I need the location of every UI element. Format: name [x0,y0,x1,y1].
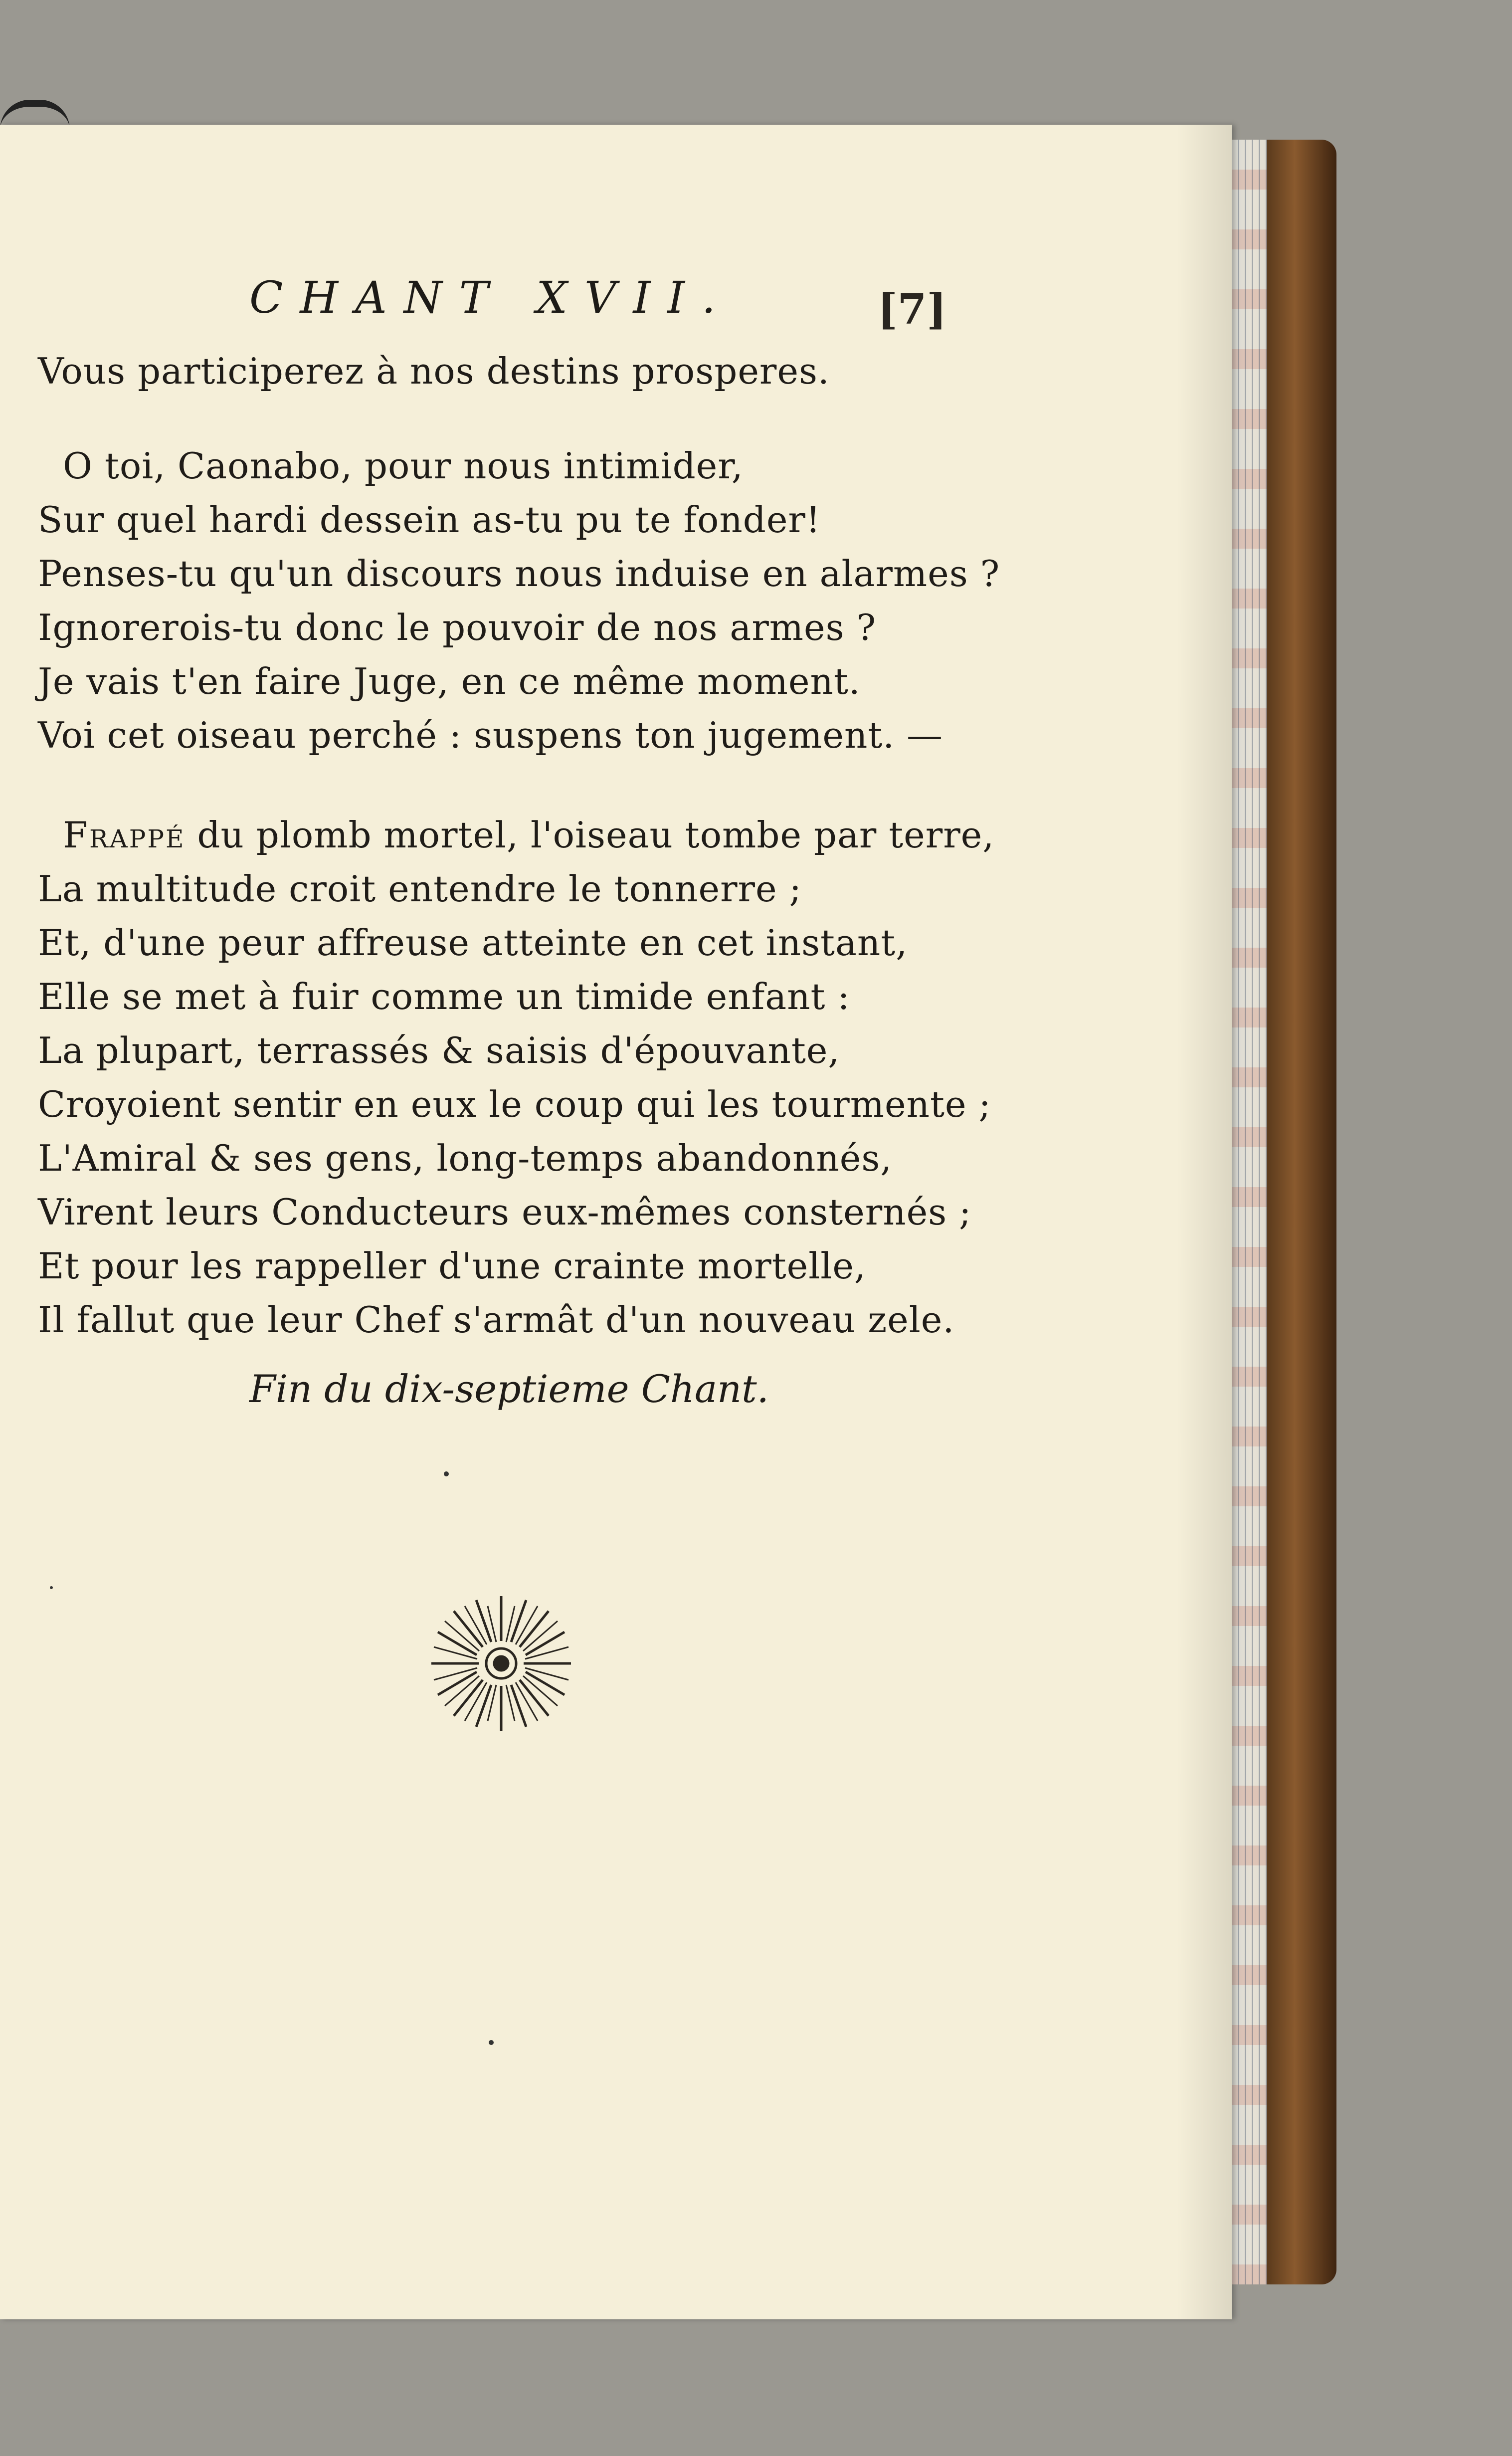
ink-speck [444,1471,449,1476]
verse-line: L'Amiral & ses gens, long-temps abandonnés, [38,1137,893,1179]
stanza-3 [38,808,995,1347]
fleuron-icon [424,1586,578,1741]
verse-line-first [38,808,995,862]
verse-line: Et pour les rappeller d'une crainte mortelle, [38,1245,866,1287]
gutter-shadow [1177,125,1232,2319]
page-number: [7] [878,284,946,334]
verse-line: Sur quel hardi dessein as-tu pu te fonder! [38,499,821,541]
verse-line: La plupart, terrassés & saisis d'épouvante, [38,1029,840,1071]
lead-word: Frappé [63,814,186,856]
leather-binding [1267,140,1336,2284]
stanza-2 [38,439,1000,762]
verse-line: Elle se met à fuir comme un timide enfant : [38,976,850,1018]
verse-line: Il fallut que leur Chef s'armât d'un nouveau zele. [38,1299,955,1341]
verse-line: Voi cet oiseau perché : suspens ton jugement. — [38,714,944,756]
verse-line: O toi, Caonabo, pour nous intimider, [63,445,744,487]
verse-line: La multitude croit entendre le tonnerre ; [38,868,802,910]
stanza-1 [38,344,975,398]
verse-line: Virent leurs Conducteurs eux-mêmes consternés ; [38,1191,972,1233]
ink-speck [489,2040,494,2045]
verse-line: Et, d'une peur affreuse atteinte en cet instant, [38,922,908,964]
verse-line: Je vais t'en faire Juge, en ce même moment. [38,660,861,702]
verse-line: Croyoient sentir en eux le coup qui les tourmente ; [38,1083,991,1125]
running-head: CHANT XVII. [249,272,733,323]
verse-line: Vous participerez à nos destins prosperes. [38,350,830,392]
verse-line: Ignorerois-tu donc le pouvoir de nos armes ? [38,607,877,648]
verse-line-rest: du plomb mortel, l'oiseau tombe par terre, [185,814,995,856]
verse-line: Penses-tu qu'un discours nous induise en alarmes ? [38,553,1000,595]
ink-speck [50,1586,53,1589]
closing-line: Fin du dix-septieme Chant. [249,1367,769,1411]
